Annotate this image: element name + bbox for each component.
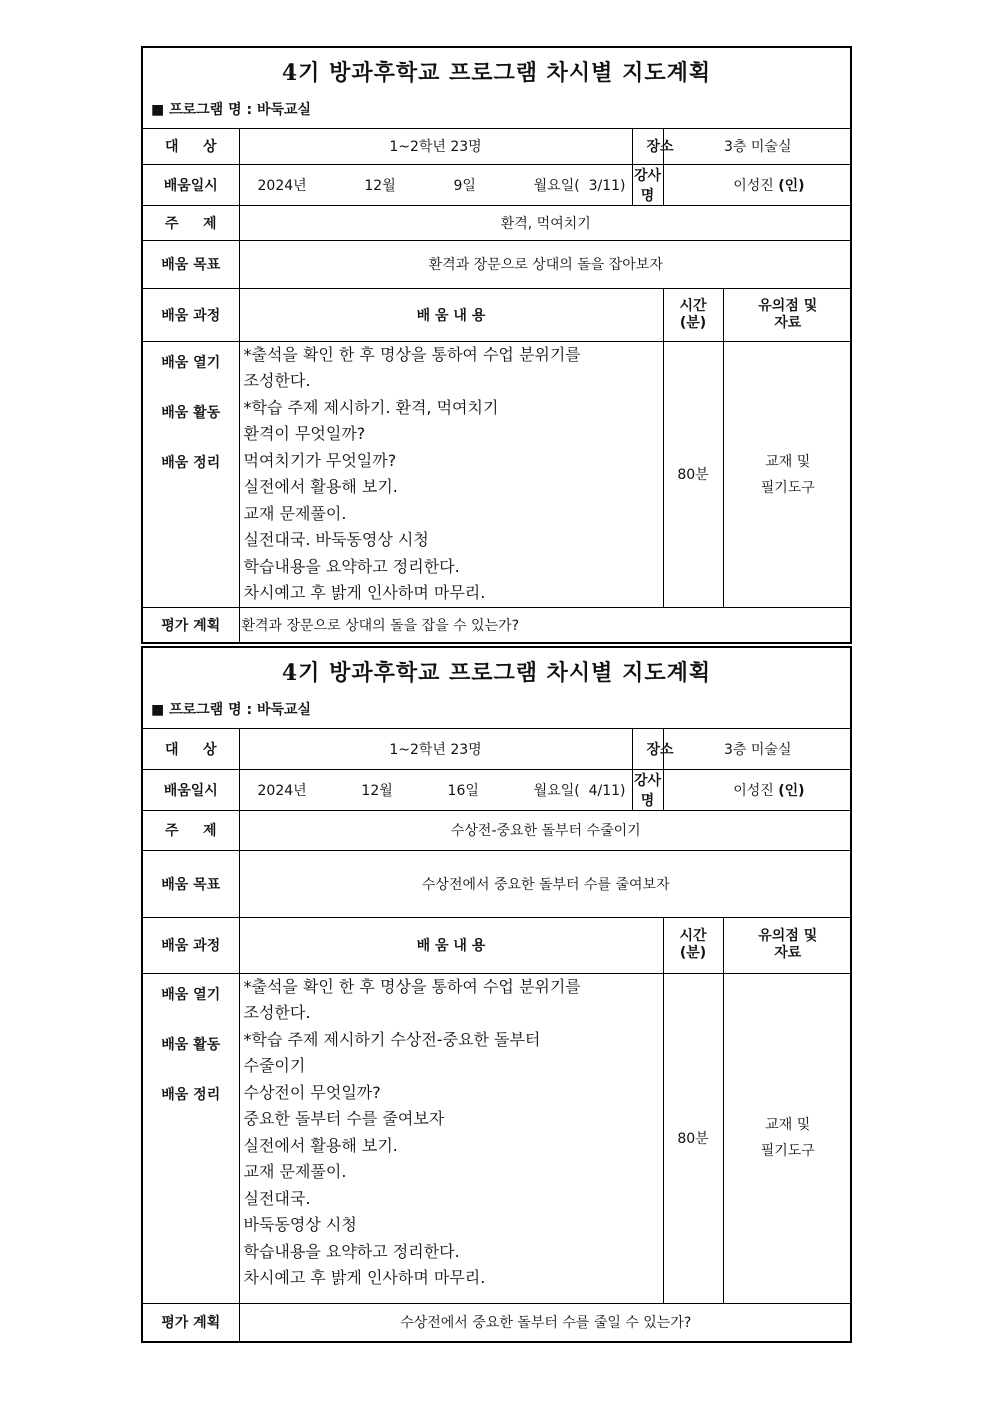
content-line: 조성한다.: [243, 1003, 311, 1022]
content-line: 교재 문제풀이.: [243, 503, 347, 523]
steps-column: [143, 341, 239, 607]
time-label: 시간 (분): [663, 288, 723, 341]
eval-value: 수상전에서 중요한 돌부터 수를 줄일 수 있는가?: [239, 1303, 852, 1341]
step-activity: 배움 활동: [161, 404, 221, 421]
step-activity: 배움 활동: [161, 1036, 221, 1053]
lesson-content: [239, 973, 663, 1303]
notes-label: 유의점 및 자료: [723, 917, 852, 973]
content-line: 실전대국. 바둑동영상 시청: [243, 530, 429, 549]
content-line: 수줄이기: [243, 1056, 306, 1075]
target-label: 대 상: [143, 129, 239, 164]
teacher-value: 이성진 (인): [663, 164, 852, 205]
lesson-content: [239, 341, 663, 607]
content-line: 학습내용을 요약하고 정리한다.: [243, 1241, 460, 1261]
teacher-value: 이성진 (인): [663, 769, 852, 810]
date-value: 2024년 12월 16일 월요일( 4/11): [239, 769, 632, 810]
topic-value: 환격, 먹여치기: [239, 205, 852, 240]
place-value: 3층 미술실: [663, 729, 852, 769]
plan-title: 4기 방과후학교 프로그램 차시별 지도계획: [281, 60, 712, 86]
steps-column: [143, 973, 239, 1303]
content-line: 환격이 무엇일까?: [243, 424, 366, 443]
content-line: *학습 주제 제시하기 수상전-중요한 돌부터: [243, 1029, 541, 1049]
lesson-plan-1: [141, 46, 852, 644]
time-value: 80분: [663, 341, 723, 607]
content-line: 차시예고 후 밝게 인사하며 마무리.: [243, 1268, 486, 1287]
eval-value: 환격과 장문으로 상대의 돌을 잡을 수 있는가?: [239, 607, 852, 642]
content-line: 먹여치기가 무엇일까?: [243, 450, 397, 470]
lesson-plan-2: [141, 646, 852, 1343]
step-wrapup: 배움 정리: [161, 1086, 221, 1103]
content-line: *학습 주제 제시하기. 환격, 먹여치기: [243, 397, 499, 417]
content-line: 차시예고 후 밝게 인사하며 마무리.: [243, 583, 486, 602]
eval-label: 평가 계획: [143, 607, 239, 642]
notes-label: 유의점 및 자료: [723, 288, 852, 341]
step-wrapup: 배움 정리: [161, 454, 221, 471]
content-line: 학습내용을 요약하고 정리한다.: [243, 556, 460, 576]
plan-header: [143, 648, 850, 729]
step-open: 배움 열기: [161, 354, 221, 371]
target-label: 대 상: [143, 729, 239, 769]
place-label: 장 소: [632, 729, 663, 769]
topic-label: 주 제: [143, 205, 239, 240]
time-label: 시간 (분): [663, 917, 723, 973]
place-label: 장 소: [632, 129, 663, 164]
target-value: 1~2학년 23명: [239, 729, 632, 769]
content-line: 실전대국.: [243, 1188, 311, 1208]
goal-label: 배움 목표: [143, 240, 239, 288]
plan-table: [143, 729, 852, 1341]
content-line: 조성한다.: [243, 371, 311, 390]
plan-title: 4기 방과후학교 프로그램 차시별 지도계획: [281, 660, 712, 686]
content-line: 교재 문제풀이.: [243, 1162, 347, 1181]
plan-table: [143, 129, 852, 642]
content-line: 수상전이 무엇일까?: [243, 1082, 381, 1102]
materials-value: 교재 및 필기도구: [723, 341, 852, 607]
place-value: 3층 미술실: [663, 129, 852, 164]
date-label: 배움일시: [143, 769, 239, 810]
content-line: 실전에서 활용해 보기.: [243, 1135, 398, 1155]
content-line: 실전에서 활용해 보기.: [243, 477, 398, 496]
goal-label: 배움 목표: [143, 850, 239, 917]
topic-label: 주 제: [143, 810, 239, 850]
target-value: 1~2학년 23명: [239, 129, 632, 164]
process-label: 배움 과정: [143, 288, 239, 341]
goal-value: 환격과 장문으로 상대의 돌을 잡아보자: [239, 240, 852, 288]
program-name: ■ 프로그램 명 : 바둑교실: [151, 702, 312, 718]
time-value: 80분: [663, 973, 723, 1303]
plan-header: [143, 48, 850, 129]
goal-value: 수상전에서 중요한 돌부터 수를 줄여보자: [239, 850, 852, 917]
content-line: *출석을 확인 한 후 명상을 통하여 수업 분위기를: [243, 976, 581, 996]
date-value: 2024년 12월 9일 월요일( 3/11): [239, 164, 632, 205]
teacher-label: 강사 명: [632, 769, 663, 810]
program-name: ■ 프로그램 명 : 바둑교실: [151, 102, 312, 118]
content-label: 배 움 내 용: [239, 288, 663, 341]
content-line: 바둑동영상 시청: [243, 1215, 357, 1234]
process-label: 배움 과정: [143, 917, 239, 973]
content-label: 배 움 내 용: [239, 917, 663, 973]
content-line: *출석을 확인 한 후 명상을 통하여 수업 분위기를: [243, 344, 581, 364]
topic-value: 수상전-중요한 돌부터 수줄이기: [239, 810, 852, 850]
eval-label: 평가 계획: [143, 1303, 239, 1341]
teacher-label: 강사 명: [632, 164, 663, 205]
date-label: 배움일시: [143, 164, 239, 205]
content-line: 중요한 돌부터 수를 줄여보자: [243, 1109, 445, 1128]
step-open: 배움 열기: [161, 986, 221, 1003]
materials-value: 교재 및 필기도구: [723, 973, 852, 1303]
